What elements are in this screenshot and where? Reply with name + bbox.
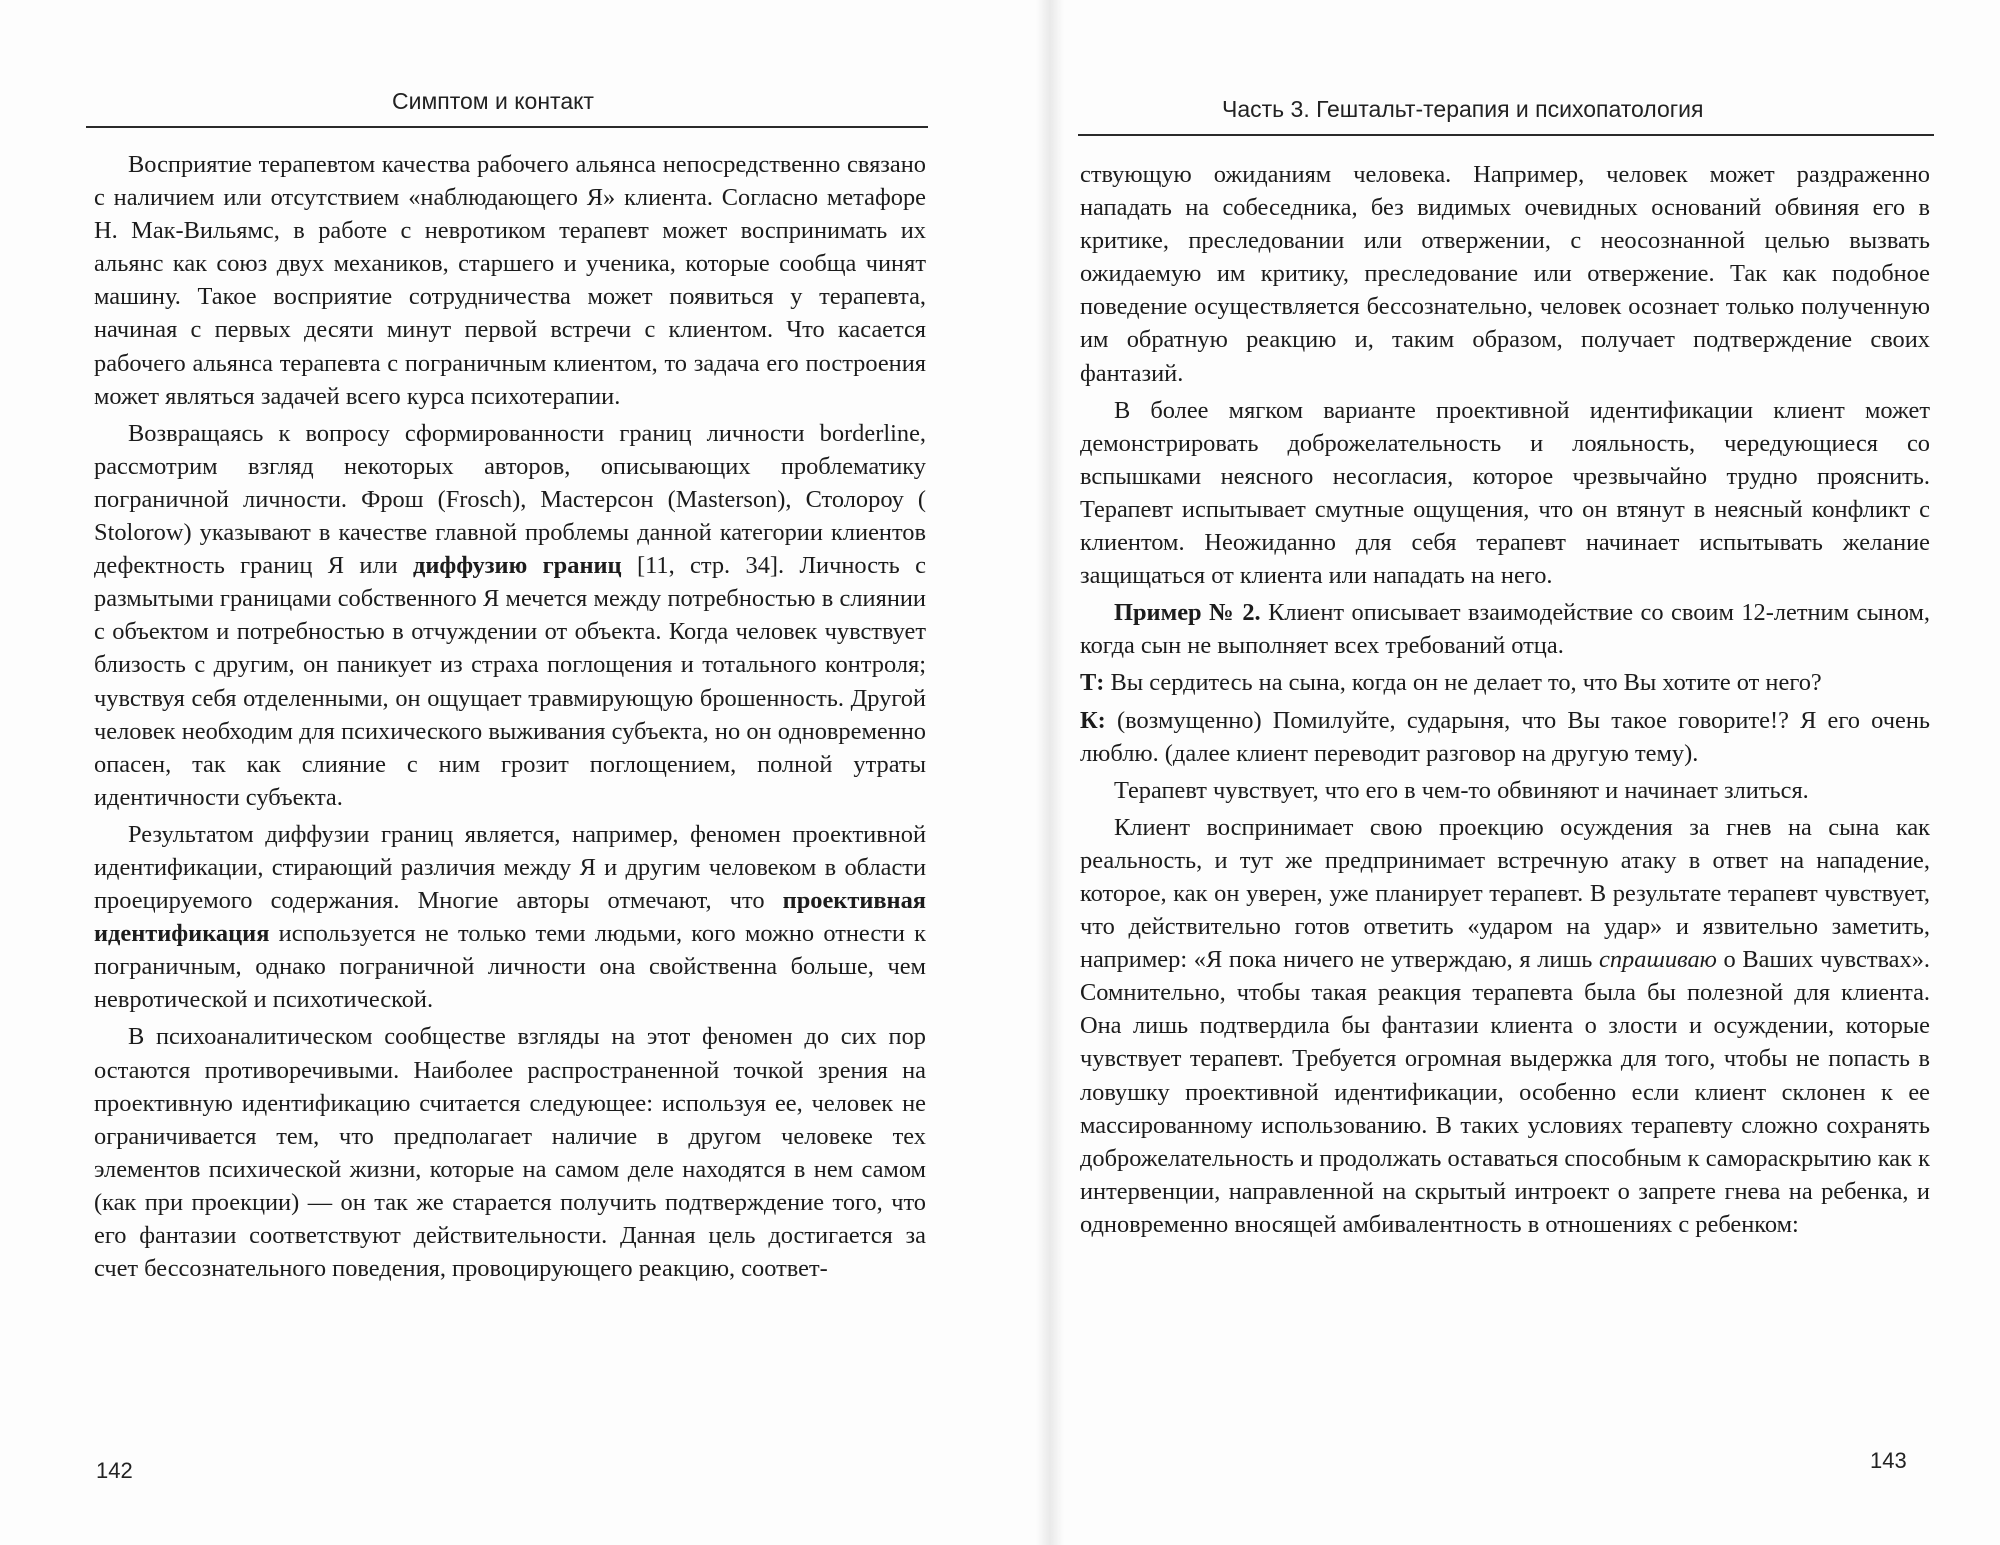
left-page-number: 142 [96, 1458, 133, 1483]
left-header-rule [86, 126, 928, 128]
bold-text: диффузию границ [413, 552, 622, 580]
text-run: Клиент описывает взаимодействие со своим 12-летним сыном, когда сын не выполняет всех требований отца. [1080, 599, 1930, 660]
paragraph [1080, 666, 1930, 699]
text-run: Возвращаясь к вопросу сформированности границ личности borderline, рассмотрим взгляд некоторых авторов, описывающих проблематику пограничной личности. Фрош (Frosch), Мастерсон (Masterson), Столороу ( Stolorow) указывают в качестве главной проблемы данной категории клиентов дефектность границ Я или [94, 419, 926, 580]
text-run: (возмущенно) Помилуйте, сударыня, что Вы такое говорите!? Я его очень люблю. (далее клиент переводит разговор на другую тему). [1080, 706, 1930, 767]
paragraph [1080, 394, 1930, 593]
text-run: В более мягком варианте проективной идентификации клиент может демонстрировать доброжелательность и лояльность, чередующиеся со вспышками неясного несогласия, которое чрезвычайно трудно прояснить. Терапевт испытывает смутные ощущения, что он втянут в неясный конфликт с клиентом. Неожиданно для себя терапевт начинает испытывать желание защищаться от клиента или нападать на него. [1080, 396, 1930, 590]
paragraph [1080, 774, 1930, 807]
text-run: Терапевт чувствует, что его в чем-то обвиняют и начинает злиться. [1114, 776, 1809, 804]
text-run: Клиент воспринимает свою проекцию осуждения за гнев на сына как реальность, и тут же предпринимает встречную атаку в ответ на нападение, которое, как он уверен, уже планирует терапевт. В результате терапевт чувствует, что действительно готов ответить «ударом на удар» и язвительно заметить, например: «Я пока ничего не утверждаю, я лишь [1080, 813, 1930, 974]
bold-text: проективная идентификация [94, 887, 926, 948]
text-run: Восприятие терапевтом качества рабочего альянса непосредственно связано с наличием или отсутствием «наблюдающего Я» клиента. Согласно метафоре Н. Мак-Вильямс, в работе с невротиком терапевт может воспринимать их альянс как союз двух механиков, старшего и ученика, которые сообща чинят машину. Такое восприятие сотрудничества может появиться у терапевта, начиная с первых десяти минут первой встречи с клиентом. Что касается рабочего альянса терапевта с пограничным клиентом, то задача его построения может являться задачей всего курса психотерапии. [94, 151, 926, 410]
bold-text: Пример № 2. [1114, 599, 1261, 627]
left-body-text [94, 148, 926, 1285]
text-run: о Ваших чувствах». Сомнительно, чтобы такая реакция терапевта была бы полезной для клиента. Она лишь подтвердила бы фантазии клиента о злости и осуждении, которые чувствует терапевт. Требуется огромная выдержка для того, чтобы не попасть в ловушку проективной идентификации, особенно если клиент склонен к ее массированному использованию. В таких условиях терапевту сложно сохранять доброжелательность и продолжать оставаться способным к самораскрытию как к интервенции, направленной на скрытый интроект о запрете гнева на ребенка, и одновременно вносящей амбивалентность в отношениях с ребенком: [1080, 946, 1930, 1238]
text-run: Вы сердитесь на сына, когда он не делает то, что Вы хотите от него? [1104, 669, 1822, 697]
paragraph [1080, 811, 1930, 1241]
bold-text: К: [1080, 706, 1106, 734]
right-page [1060, 0, 2000, 1545]
paragraph [1080, 158, 1930, 390]
italic-text: спрашиваю [1599, 946, 1717, 974]
text-run: ствующую ожиданиям человека. Например, человек может раздраженно нападать на собеседника, без видимых очевидных оснований обвиняя его в критике, преследовании или отвержении, с неосознанной целью вызвать ожидаемую им критику, преследование или отвержение. Так как подобное поведение осуществляется бессознательно, человек осознает только полученную им обратную реакцию и, таким образом, получает подтверждение своих фантазий. [1080, 161, 1930, 387]
right-header-rule [1078, 134, 1934, 136]
text-run: Результатом диффузии границ является, например, феномен проективной идентификации, стирающий различия между Я и другим человеком в области проецируемого содержания. Многие авторы отмечают, что [94, 820, 926, 915]
text-run: [11, стр. 34]. Личность с размытыми границами собственного Я мечется между потребностью в слиянии с объектом и потребностью в отчуждении от объекта. Когда человек чувствует близость с другим, он паникует из страха поглощения и тотального контроля; чувствуя себя отделенными, он ощущает травмирующую брошенность. Другой человек необходим для психического выживания субъекта, но он одновременно опасен, так как слияние с ним грозит поглощением, полной утраты идентичности субъекта. [94, 552, 926, 811]
bold-text: Т: [1080, 669, 1105, 697]
right-body-text [1080, 158, 1930, 1241]
right-page-number: 143 [1870, 1448, 1907, 1473]
right-running-head: Часть 3. Гештальт-терапия и психопатология [1222, 96, 1704, 122]
paragraph [94, 148, 926, 413]
left-running-head: Симптом и контакт [392, 88, 594, 114]
paragraph [94, 417, 926, 814]
paragraph [1080, 704, 1930, 770]
paragraph [1080, 596, 1930, 662]
text-run: В психоаналитическом сообществе взгляды на этот феномен до сих пор остаются противоречивыми. Наиболее распространенной точкой зрения на проективную идентификацию считается следующее: используя ее, человек не ограничивается тем, что предполагает наличие в другом человеке тех элементов психической жизни, которые на самом деле находятся в нем самом (как при проекции) — он так же старается получить подтверждение того, что его фантазии соответствуют действительности. Данная цель достигается за счет бессознательного поведения, провоцирующего реакцию, соответ- [94, 1023, 926, 1283]
paragraph [94, 1020, 926, 1285]
text-run: используется не только теми людьми, кого можно отнести к пограничным, однако пограничной личности она свойственна больше, чем невротической и психотической. [94, 920, 926, 1014]
paragraph [94, 818, 926, 1017]
